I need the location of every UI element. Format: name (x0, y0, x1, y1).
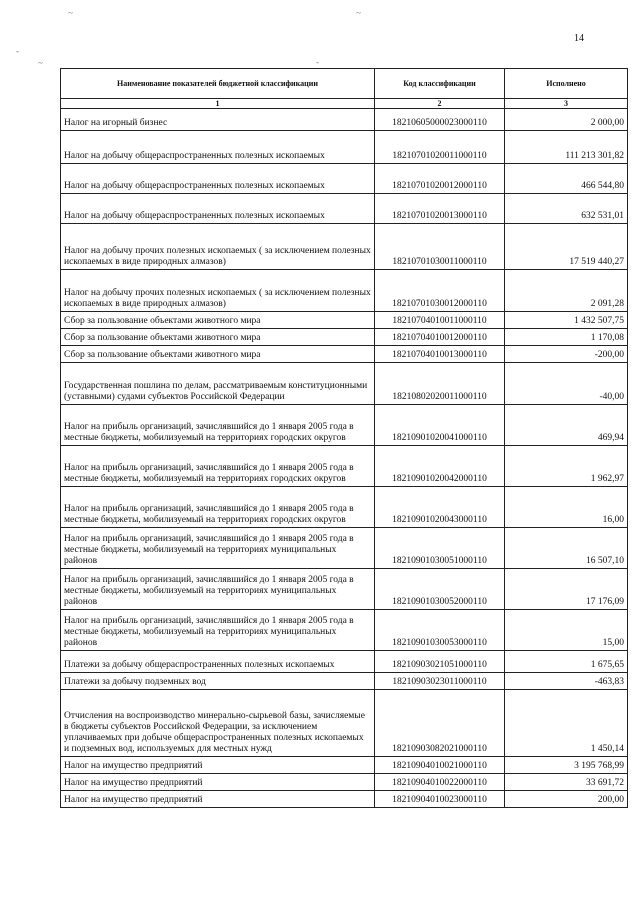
scan-speck: - (16, 46, 19, 56)
row-amount: -40,00 (505, 363, 628, 405)
table-row (61, 651, 628, 673)
row-code: 18210802020011000110 (375, 363, 505, 405)
row-code: 18210904010022000110 (375, 774, 505, 791)
row-code: 18210901030053000110 (375, 610, 505, 651)
row-code: 18210704010013000110 (375, 346, 505, 363)
table-row (61, 569, 628, 610)
row-amount: 17 519 440,27 (505, 224, 628, 270)
table-row (61, 610, 628, 651)
row-amount: 1 432 507,75 (505, 312, 628, 329)
table-row (61, 446, 628, 487)
table-row (61, 224, 628, 270)
row-amount: 200,00 (505, 791, 628, 808)
table-row (61, 131, 628, 164)
row-name: Налог на добычу общераспространенных полезных ископаемых (61, 194, 375, 224)
table-row (61, 405, 628, 446)
row-amount: 111 213 301,82 (505, 131, 628, 164)
row-amount: 1 675,65 (505, 651, 628, 673)
scan-speck: ~ (38, 58, 43, 68)
row-code: 18210704010011000110 (375, 312, 505, 329)
page-number: 14 (574, 33, 584, 44)
row-name: Налог на добычу прочих полезных ископаемых ( за исключением полезных ископаемых в виде природных алмазов) (61, 224, 375, 270)
table-row (61, 791, 628, 808)
table-row (61, 528, 628, 569)
header-row (61, 69, 628, 99)
row-code: 18210901030052000110 (375, 569, 505, 610)
row-amount: 16,00 (505, 487, 628, 528)
row-amount: 15,00 (505, 610, 628, 651)
row-name: Государственная пошлина по делам, рассматриваемым конституционными (уставными) судами субъектов Российской Федерации (61, 363, 375, 405)
row-code: 18210701020012000110 (375, 164, 505, 194)
table-row (61, 690, 628, 757)
row-code: 18210901020041000110 (375, 405, 505, 446)
row-name: Налог на имущество предприятий (61, 774, 375, 791)
row-name: Налог на добычу общераспространенных полезных ископаемых (61, 164, 375, 194)
row-code: 18210904010021000110 (375, 757, 505, 774)
header-name: Наименование показателей бюджетной классификации (61, 69, 375, 99)
row-name: Платежи за добычу общераспространенных полезных ископаемых (61, 651, 375, 673)
table-row (61, 774, 628, 791)
row-amount: 33 691,72 (505, 774, 628, 791)
column-index: 2 (375, 99, 505, 109)
row-code: 18210901030051000110 (375, 528, 505, 569)
row-code: 18210701030012000110 (375, 270, 505, 312)
table-row (61, 312, 628, 329)
table-row (61, 346, 628, 363)
row-code: 18210903021051000110 (375, 651, 505, 673)
scan-speck: ~ (68, 8, 73, 18)
row-name: Отчисления на воспроизводство минерально-сырьевой базы, зачисляемые в бюджеты субъектов Российской Федерации, за исключением уплачиваемых при добыче общераспространенных полезных ископаемых и подземных вод, используемых для местных нужд (61, 690, 375, 757)
header-amount: Исполнено (505, 69, 628, 99)
row-code: 18210904010023000110 (375, 791, 505, 808)
row-name: Налог на добычу общераспространенных полезных ископаемых (61, 131, 375, 164)
row-name: Сбор за пользование объектами животного мира (61, 329, 375, 346)
row-name: Сбор за пользование объектами животного мира (61, 346, 375, 363)
row-name: Налог на добычу прочих полезных ископаемых ( за исключением полезных ископаемых в виде природных алмазов) (61, 270, 375, 312)
column-index: 3 (505, 99, 628, 109)
row-code: 18210903082021000110 (375, 690, 505, 757)
table-row (61, 194, 628, 224)
scan-speck: ~ (356, 8, 361, 18)
column-index-row (61, 99, 628, 109)
row-name: Налог на прибыль организаций, зачислявшийся до 1 января 2005 года в местные бюджеты, мобилизуемый на территориях городских округов (61, 405, 375, 446)
table-row (61, 673, 628, 690)
row-amount: 17 176,09 (505, 569, 628, 610)
row-name: Налог на игорный бизнес (61, 109, 375, 131)
table-row (61, 487, 628, 528)
row-name: Налог на прибыль организаций, зачислявшийся до 1 января 2005 года в местные бюджеты, мобилизуемый на территориях муниципальных районов (61, 569, 375, 610)
column-index: 1 (61, 99, 375, 109)
row-amount: 632 531,01 (505, 194, 628, 224)
row-amount: 466 544,80 (505, 164, 628, 194)
row-amount: 16 507,10 (505, 528, 628, 569)
row-code: 18210901020043000110 (375, 487, 505, 528)
scan-speck: - (316, 57, 319, 67)
row-amount: 469,94 (505, 405, 628, 446)
row-amount: 1 170,08 (505, 329, 628, 346)
header-code: Код классификации (375, 69, 505, 99)
row-amount: 3 195 768,99 (505, 757, 628, 774)
row-name: Налог на прибыль организаций, зачислявшийся до 1 января 2005 года в местные бюджеты, мобилизуемый на территориях городских округов (61, 487, 375, 528)
budget-table (60, 68, 628, 808)
row-code: 18210605000023000110 (375, 109, 505, 131)
row-amount: -200,00 (505, 346, 628, 363)
row-name: Налог на имущество предприятий (61, 757, 375, 774)
row-amount: 2 091,28 (505, 270, 628, 312)
row-amount: 1 962,97 (505, 446, 628, 487)
row-name: Налог на прибыль организаций, зачислявшийся до 1 января 2005 года в местные бюджеты, мобилизуемый на территориях муниципальных районов (61, 610, 375, 651)
table-row (61, 270, 628, 312)
row-code: 18210901020042000110 (375, 446, 505, 487)
table-body (61, 109, 628, 808)
row-amount: 1 450,14 (505, 690, 628, 757)
row-name: Сбор за пользование объектами животного мира (61, 312, 375, 329)
row-code: 18210701020011000110 (375, 131, 505, 164)
table-row (61, 109, 628, 131)
row-amount: 2 000,00 (505, 109, 628, 131)
row-amount: -463,83 (505, 673, 628, 690)
row-code: 18210903023011000110 (375, 673, 505, 690)
row-name: Налог на прибыль организаций, зачислявшийся до 1 января 2005 года в местные бюджеты, мобилизуемый на территориях муниципальных районов (61, 528, 375, 569)
row-code: 18210701030011000110 (375, 224, 505, 270)
row-code: 18210704010012000110 (375, 329, 505, 346)
table-row (61, 329, 628, 346)
row-code: 18210701020013000110 (375, 194, 505, 224)
table-row (61, 164, 628, 194)
table-row (61, 757, 628, 774)
table-row (61, 363, 628, 405)
row-name: Налог на прибыль организаций, зачислявшийся до 1 января 2005 года в местные бюджеты, мобилизуемый на территориях городских округов (61, 446, 375, 487)
row-name: Налог на имущество предприятий (61, 791, 375, 808)
row-name: Платежи за добычу подземных вод (61, 673, 375, 690)
